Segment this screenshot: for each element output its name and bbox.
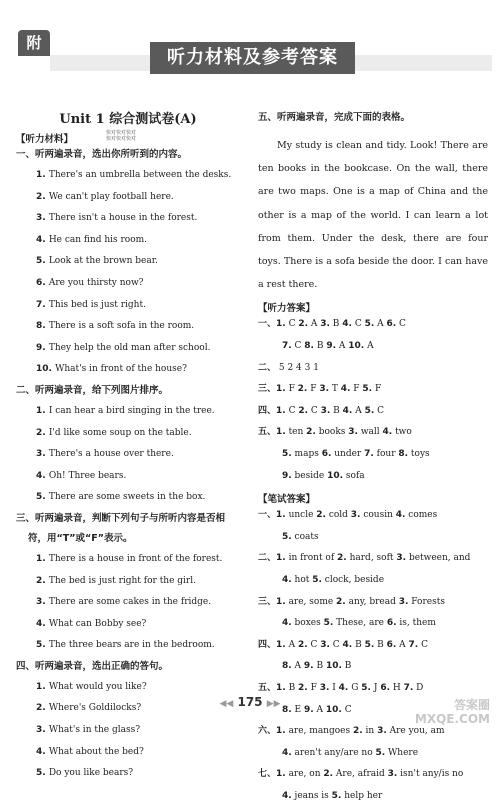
section-2-title: 二、听两遍录音，给下列图片排序。 <box>16 384 169 396</box>
answer-line: 二、 5 2 4 3 1 <box>258 362 319 373</box>
list-item: 4. Oh! Three bears. <box>36 470 127 481</box>
list-item: 10. What's in front of the house? <box>36 364 187 375</box>
list-item: 5. The three bears are in the bedroom. <box>36 640 215 651</box>
list-item: 3. There are some cakes in the fridge. <box>36 597 212 608</box>
list-item: 2. The bed is just right for the girl. <box>36 575 196 586</box>
answer-line: 五、1. ten 2. books 3. wall 4. two <box>258 427 412 438</box>
answer-line: 5. coats <box>282 531 319 542</box>
listening-answers-label: 【听力答案】 <box>258 303 316 315</box>
answer-line: 四、1. C 2. C 3. B 4. A 5. C <box>258 405 384 416</box>
written-answers-label: 【笔试答案】 <box>258 494 316 506</box>
list-item: 3. There isn't a house in the forest. <box>36 213 198 224</box>
section-3-list <box>16 549 240 657</box>
list-item: 2. Where's Goldilocks? <box>36 703 142 714</box>
watermark: 答案圈 MXQE.COM <box>414 698 490 726</box>
section-2-list <box>16 401 240 509</box>
answer-line: 4. hot 5. clock, beside <box>282 574 385 585</box>
list-item: 7. This bed is just right. <box>36 299 146 310</box>
list-item: 4. What about the bed? <box>36 746 144 757</box>
answer-line: 七、1. are, on 2. Are, afraid 3. isn't any/is no <box>258 769 464 780</box>
answer-line: 一、1. C 2. A 3. B 4. C 5. A 6. C <box>258 319 406 330</box>
answer-line: 4. boxes 5. These, are 6. is, them <box>282 618 436 629</box>
answer-line: 9. beside 10. sofa <box>282 470 365 481</box>
tiny-note: 快对快对快对 快对快对快对 <box>106 130 137 142</box>
list-item: 1. What would you like? <box>36 681 147 692</box>
section-4-title: 四、听两遍录音，选出正确的答句。 <box>16 660 169 672</box>
answer-line: 二、1. in front of 2. hard, soft 3. between, and <box>258 553 471 564</box>
section-3-title: 三、听两遍录音，判断下列句子与所听内容是否相 符，用“T”或“F”表示。 <box>16 512 226 544</box>
answer-line: 4. jeans is 5. help her <box>282 790 383 801</box>
answer-line: 7. C 8. B 9. A 10. A <box>282 341 374 352</box>
answer-line: 8. A 9. B 10. B <box>282 661 352 672</box>
list-item: 6. Are you thirsty now? <box>36 277 144 288</box>
listening-passage: My study is clean and tidy. Look! There are ten books in the bookcase. On the wall, there are two maps. One is a map of China and the other is a map of the world. I can learn a lot from them. Under the desk, there are four toys. There is a sofa beside the door. I can have a rest there. <box>258 140 488 291</box>
listening-label: 【听力材料】 <box>16 134 74 145</box>
page-banner: 听力材料及参考答案 <box>150 42 355 74</box>
answer-line: 三、1. F 2. F 3. T 4. F 5. F <box>258 384 382 395</box>
unit-title: Unit 1 综合测试卷(A) <box>59 112 197 127</box>
list-item: 1. There is a house in front of the forest. <box>36 553 223 564</box>
list-item: 1. I can hear a bird singing in the tree. <box>36 405 215 416</box>
list-item: 9. They help the old man after school. <box>36 342 211 353</box>
section-4-list <box>16 677 240 785</box>
section-1-list <box>16 165 240 381</box>
list-item: 4. He can find his room. <box>36 234 148 245</box>
list-item: 4. What can Bobby see? <box>36 618 147 629</box>
list-item: 2. I'd like some soup on the table. <box>36 427 192 438</box>
answer-line: 四、1. A 2. C 3. C 4. B 5. B 6. A 7. C <box>258 639 428 650</box>
list-item: 1. There's an umbrella between the desks. <box>36 170 232 180</box>
list-item: 3. What's in the glass? <box>36 725 141 736</box>
list-item: 5. Look at the brown bear. <box>36 256 158 267</box>
section-1-title: 一、听两遍录音，选出你所听到的内容。 <box>16 149 188 160</box>
answer-line: 5. maps 6. under 7. four 8. toys <box>282 448 430 459</box>
left-column <box>16 108 240 785</box>
prev-arrow-icon: ◀◀ <box>219 699 234 709</box>
answer-line: 4. aren't any/are no 5. Where <box>282 747 419 758</box>
list-item: 2. We can't play football here. <box>36 191 174 202</box>
section-5-title: 五、听两遍录音，完成下面的表格。 <box>258 112 411 123</box>
list-item: 5. Do you like bears? <box>36 768 134 779</box>
answer-line: 8. E 9. A 10. C <box>282 704 352 715</box>
list-item: 5. There are some sweets in the box. <box>36 492 206 503</box>
next-arrow-icon: ▶▶ <box>266 699 281 709</box>
answer-line: 一、1. uncle 2. cold 3. cousin 4. comes <box>258 510 438 521</box>
answer-line: 六、1. are, mangoes 2. in 3. Are you, am <box>258 726 445 737</box>
appendix-tab: 附 <box>18 30 50 56</box>
listening-answers <box>258 314 488 487</box>
answer-line: 三、1. are, some 2. any, bread 3. Forests <box>258 596 445 607</box>
list-item: 3. There's a house over there. <box>36 449 174 460</box>
page-number: ◀◀ 175 ▶▶ <box>219 695 281 709</box>
answer-line: 五、1. B 2. F 3. I 4. G 5. J 6. H 7. D <box>258 682 424 693</box>
written-answers <box>258 505 488 807</box>
list-item: 8. There is a soft sofa in the room. <box>36 321 195 332</box>
